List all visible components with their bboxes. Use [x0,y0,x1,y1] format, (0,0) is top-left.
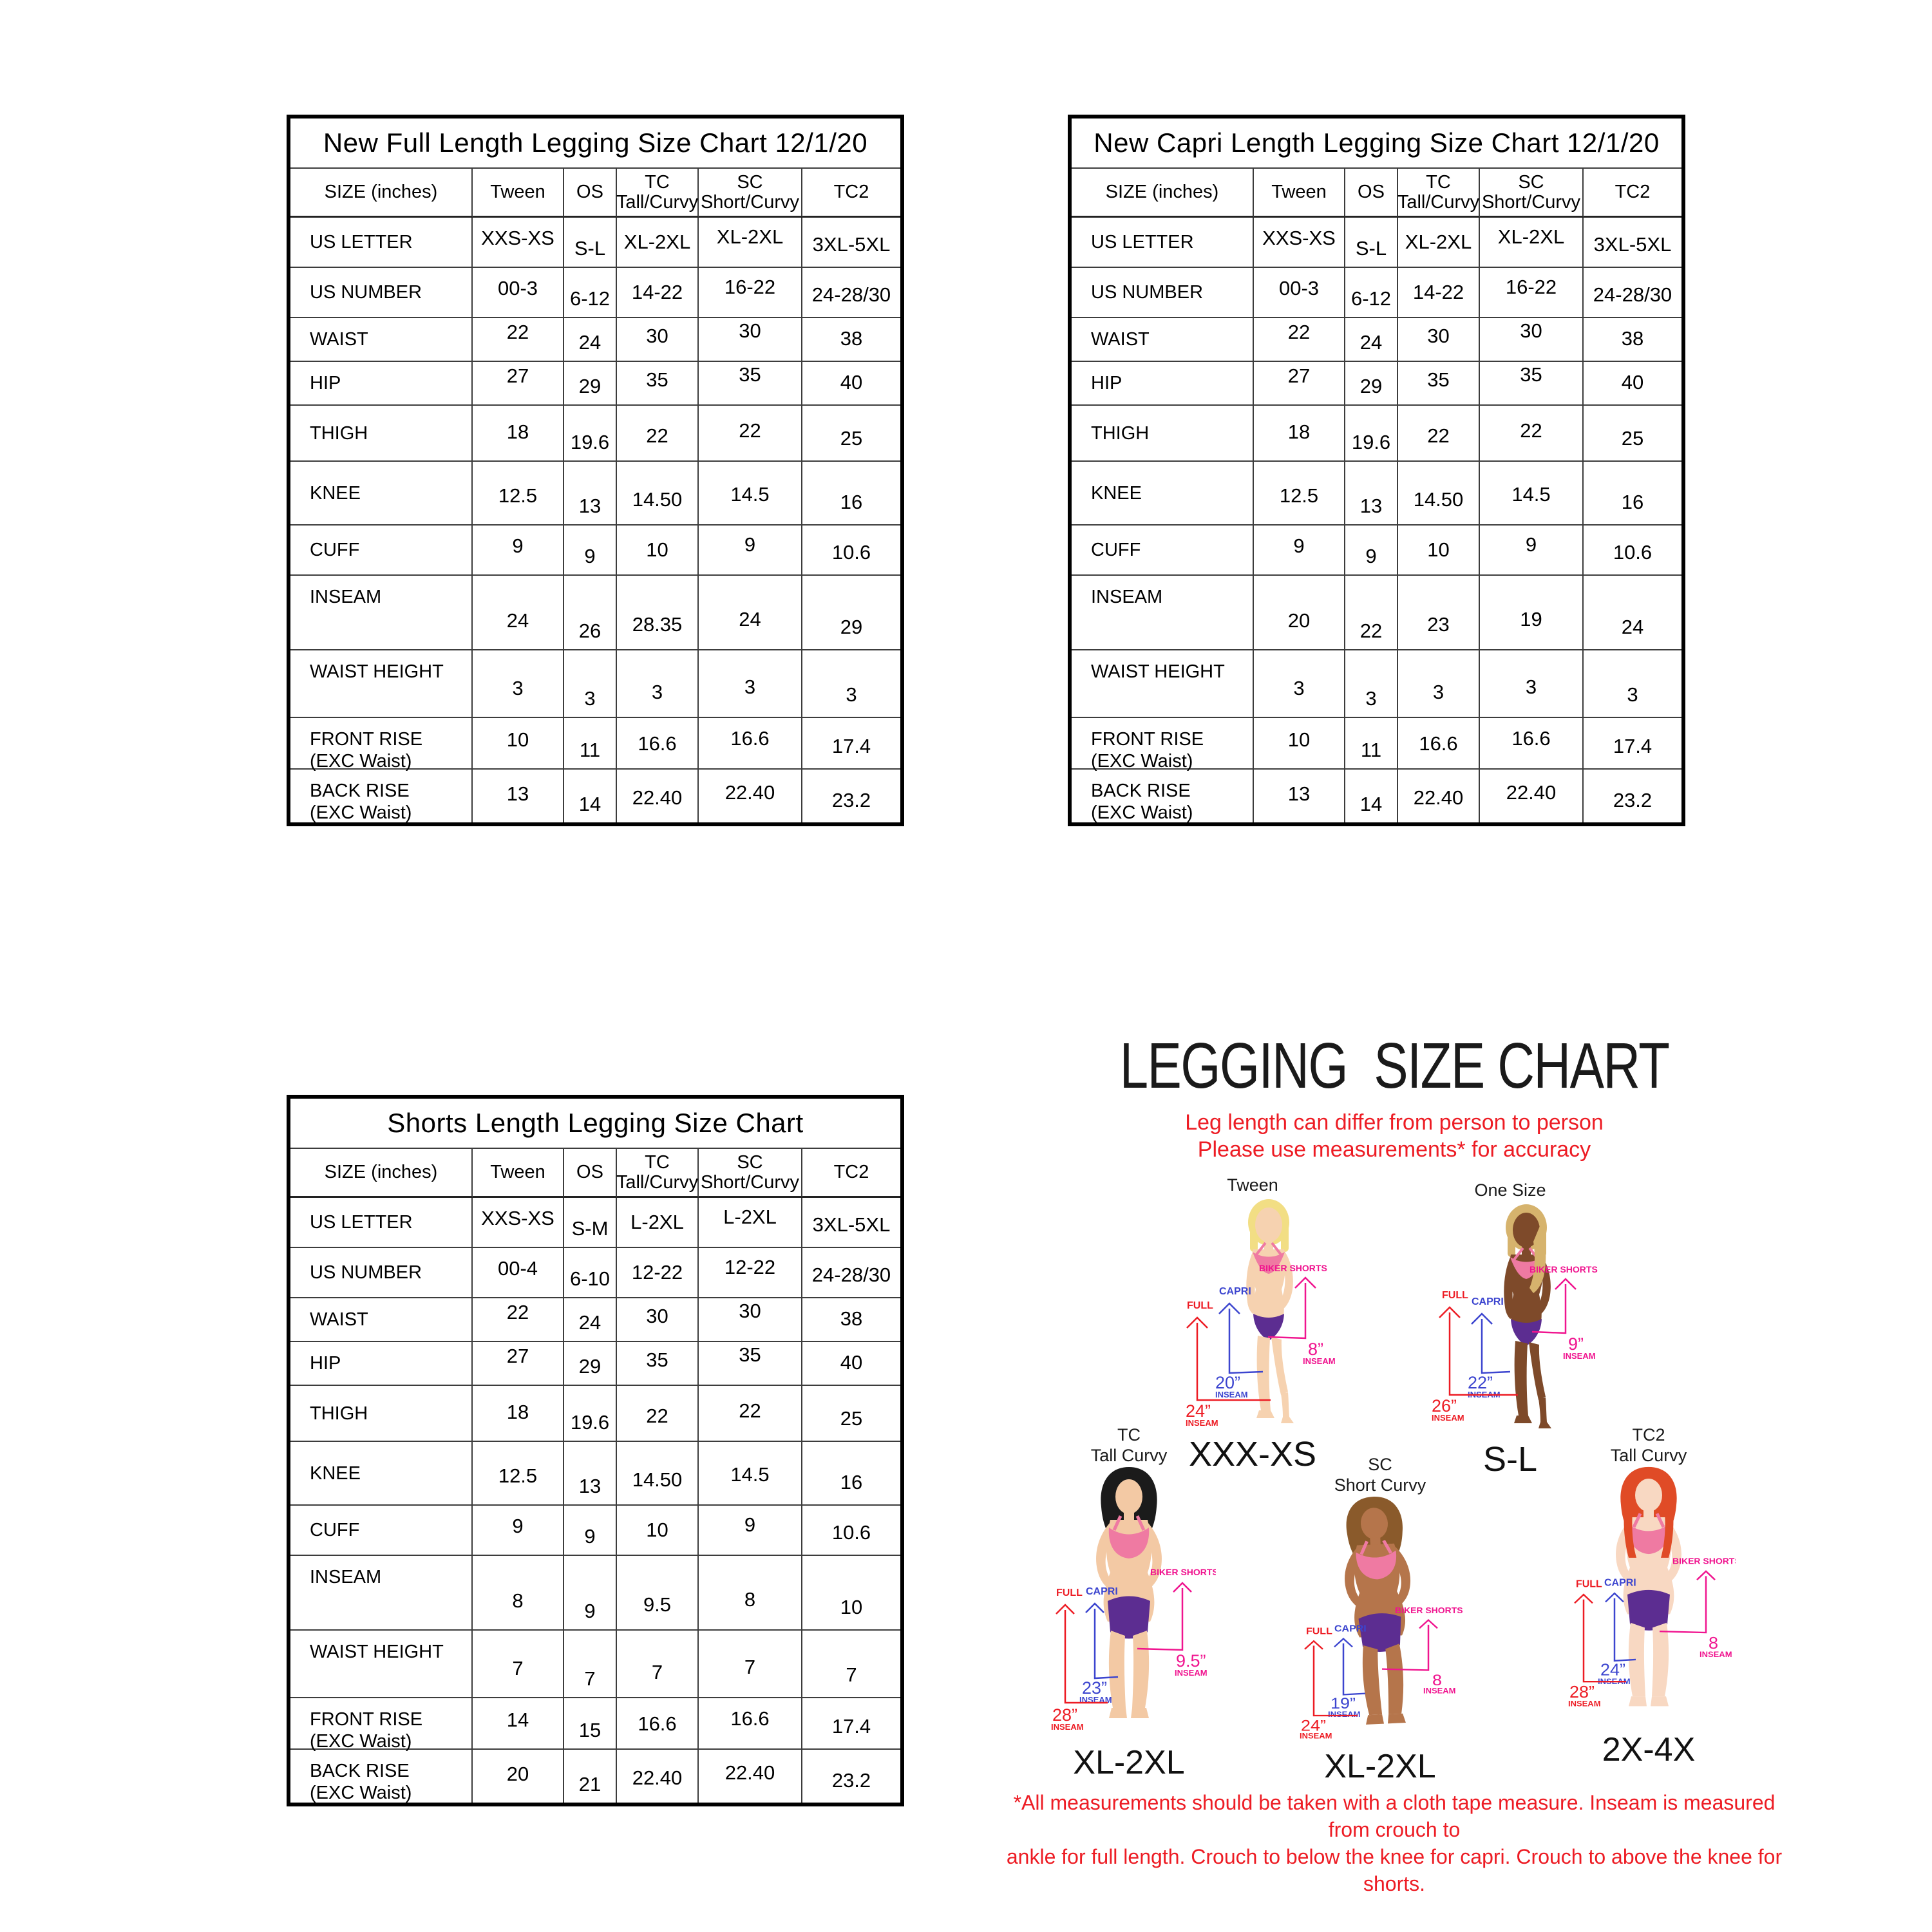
column-header: Tween [1254,169,1345,218]
size-value: 3 [1345,650,1398,718]
size-value: 30 [699,1298,802,1342]
size-value: 3XL-5XL [802,218,900,268]
svg-text:24”: 24” [1301,1717,1327,1735]
size-value: 13 [1345,462,1398,526]
size-value: 17.4 [1584,718,1681,770]
column-header: TC2 [802,1149,900,1198]
size-value: 25 [802,1386,900,1442]
size-value: 22 [699,406,802,462]
figure-illustration [1562,1466,1736,1723]
size-value: 29 [564,1342,617,1386]
size-value: 20 [1254,576,1345,650]
size-value: 23.2 [831,1769,871,1792]
size-value: XL-2XL [617,218,699,268]
row-label: US LETTER [290,1198,473,1248]
size-value: 17.4 [802,1698,900,1750]
size-value: 10 [802,1556,900,1631]
size-value: 35 [617,1342,699,1386]
svg-text:28”: 28” [1052,1705,1078,1725]
size-value: XXS-XS [1254,218,1345,268]
size-value: 22 [1398,406,1480,462]
size-value: 6-10 [564,1248,617,1298]
size-value: 22.40 [699,1750,802,1803]
size-value: XL-2XL [699,218,802,268]
size-value: L-2XL [617,1198,699,1248]
size-value: 12-22 [699,1248,802,1298]
capri-length-size-table [1068,115,1685,826]
size-value: 8 [699,1556,802,1631]
svg-text:BIKER SHORTS: BIKER SHORTS [1395,1605,1463,1615]
size-value: 16.6 [699,1698,802,1750]
subtitle-line-2: Please use measurements* for accuracy [1197,1137,1591,1162]
row-label: KNEE [290,462,473,526]
size-value: 26 [564,576,617,650]
size-value: 24 [473,576,564,650]
size-value: 9 [699,1506,802,1556]
row-label: US NUMBER [290,1248,473,1298]
size-value: 35 [699,362,802,406]
svg-text:INSEAM: INSEAM [1700,1650,1732,1660]
size-value: 40 [1584,362,1681,406]
row-label: US NUMBER [290,268,473,318]
svg-text:9”: 9” [1568,1334,1584,1354]
size-value: 30 [699,318,802,362]
size-value: 16-22 [1480,268,1584,318]
svg-text:INSEAM: INSEAM [1303,1356,1336,1366]
size-value: 16.6 [1480,718,1584,770]
size-value: 00-3 [473,268,564,318]
svg-text:INSEAM: INSEAM [1300,1731,1332,1740]
size-value: 22.40 [1480,770,1584,822]
size-value: 3XL-5XL [1584,218,1681,268]
row-label: CUFF [1072,526,1254,576]
column-header: TC Tall/Curvy [617,1149,699,1198]
size-value: 30 [617,1298,699,1342]
size-value: 16.6 [617,718,699,770]
svg-text:INSEAM: INSEAM [1186,1418,1218,1427]
table-title: New Capri Length Legging Size Chart 12/1/20 [1072,118,1681,169]
row-label: KNEE [290,1442,473,1506]
size-value: 16.6 [617,1698,699,1750]
footnote-line-1: *All measurements should be taken with a cloth tape measure. Inseam is measured from crouch to [1013,1791,1776,1841]
size-value: 8 [473,1556,564,1631]
row-label: WAIST HEIGHT [1072,650,1254,718]
size-value: 3XL-5XL [802,1198,900,1248]
size-value: 7 [802,1631,900,1698]
size-value: 24 [1584,576,1681,650]
size-value: 9 [699,526,802,576]
size-value: 14.5 [699,1442,802,1506]
size-value: 29 [802,576,900,650]
footnote-line-2: ankle for full length. Crouch to below the knee for capri. Crouch to above the knee for shorts. [1006,1845,1783,1895]
svg-text:CAPRI: CAPRI [1604,1577,1636,1589]
row-label: WAIST [290,318,473,362]
row-label: BACK RISE (EXC Waist) [290,1750,473,1803]
size-value: 9.5 [617,1556,699,1631]
svg-text:INSEAM: INSEAM [1468,1390,1501,1399]
size-value: 3 [1398,650,1480,718]
svg-text:FULL: FULL [1442,1290,1468,1301]
size-value: 12.5 [473,1442,564,1506]
size-value: 22.40 [699,770,802,822]
row-label: US NUMBER [1072,268,1254,318]
svg-text:INSEAM: INSEAM [1563,1351,1596,1361]
size-value: 21 [564,1750,617,1803]
size-value: S-L [1345,218,1398,268]
row-label: HIP [290,1342,473,1386]
svg-text:9.5”: 9.5” [1176,1651,1206,1671]
size-value: 38 [1584,318,1681,362]
svg-text:8: 8 [1709,1633,1719,1653]
size-value: 30 [1398,318,1480,362]
row-label: US LETTER [290,218,473,268]
figure-tc-tall-curvy [1042,1425,1216,1782]
table-title: New Full Length Legging Size Chart 12/1/20 [290,118,900,169]
size-value: 9 [473,526,564,576]
size-value: 14.5 [699,462,802,526]
size-value: L-2XL [699,1198,802,1248]
size-value: 19.6 [1345,406,1398,462]
size-value: 10.6 [1584,526,1681,576]
figure-size-label: 2X-4X [1602,1731,1696,1768]
svg-text:19”: 19” [1331,1695,1356,1712]
size-value: 12.5 [1254,462,1345,526]
column-header: SC Short/Curvy [699,169,802,218]
size-value: 10.6 [802,526,900,576]
row-label: FRONT RISE (EXC Waist) [1072,718,1254,770]
size-value: 35 [1398,362,1480,406]
svg-text:INSEAM: INSEAM [1568,1699,1601,1709]
size-header: SIZE (inches) [290,1149,473,1198]
row-label: HIP [290,362,473,406]
row-label: THIGH [290,406,473,462]
size-value: 12.5 [473,462,564,526]
figure-name: TC Tall Curvy [1090,1425,1168,1465]
shorts-length-size-table [287,1095,904,1806]
size-value: 3 [1480,650,1584,718]
size-value: 3 [1584,650,1681,718]
size-value: 16 [802,1442,900,1506]
column-header: OS [564,169,617,218]
size-value: 14.50 [617,462,699,526]
size-value: 23.2 [1613,789,1653,811]
svg-text:CAPRI: CAPRI [1334,1624,1367,1634]
size-value: XXS-XS [473,218,564,268]
size-value: 19 [1480,576,1584,650]
size-value: 22 [617,1386,699,1442]
size-header: SIZE (inches) [290,169,473,218]
measurement-footnote [992,1789,1797,1897]
size-value: 7 [564,1631,617,1698]
size-value: XXS-XS [473,1198,564,1248]
figure-name: Tween [1227,1175,1278,1195]
size-value: 16.6 [1398,718,1480,770]
figure-illustration [1414,1200,1607,1432]
size-value: 00-4 [473,1248,564,1298]
table-title: Shorts Length Legging Size Chart [290,1099,900,1149]
column-header: TC Tall/Curvy [617,169,699,218]
size-value: 9 [564,1556,617,1631]
size-value: 13 [1254,770,1345,822]
full-inseam-arrow-icon [1051,1587,1108,1732]
svg-text:BIKER SHORTS: BIKER SHORTS [1530,1264,1598,1274]
size-value: 9 [1254,526,1345,576]
size-value: 7 [699,1631,802,1698]
row-label: KNEE [1072,462,1254,526]
size-value: 17.4 [802,718,900,770]
svg-text:BIKER SHORTS: BIKER SHORTS [1672,1556,1736,1566]
size-value: 40 [802,1342,900,1386]
svg-text:INSEAM: INSEAM [1423,1687,1456,1696]
size-value: 14.50 [617,1442,699,1506]
size-value: 18 [473,1386,564,1442]
size-value: 7 [617,1631,699,1698]
size-value: 29 [564,362,617,406]
row-label: HIP [1072,362,1254,406]
size-value: 22.40 [1398,770,1480,822]
size-value: 18 [473,406,564,462]
size-value: 14 [564,770,617,822]
svg-text:20”: 20” [1215,1373,1241,1392]
row-label: WAIST [1072,318,1254,362]
size-value: 16 [1584,462,1681,526]
svg-text:CAPRI: CAPRI [1219,1286,1251,1297]
figure-illustration [1042,1466,1216,1736]
size-value: 38 [802,1298,900,1342]
size-value: 23.2 [831,789,871,811]
row-label: INSEAM [1072,576,1254,650]
svg-text:FULL: FULL [1576,1578,1602,1590]
svg-text:24”: 24” [1600,1660,1626,1680]
figure-sc-short-curvy [1293,1454,1467,1786]
size-value: 3 [473,650,564,718]
size-value: 6-12 [564,268,617,318]
size-value: S-M [564,1198,617,1248]
size-value: 22 [1254,318,1345,362]
size-value: 3 [699,650,802,718]
row-label: BACK RISE (EXC Waist) [290,770,473,822]
size-value: 22 [473,318,564,362]
size-value: 14 [1345,770,1398,822]
size-value: XL-2XL [1398,218,1480,268]
size-value: 11 [1345,718,1398,770]
svg-text:INSEAM: INSEAM [1598,1677,1631,1686]
svg-text:CAPRI: CAPRI [1472,1296,1504,1307]
size-value: 9 [1345,526,1398,576]
size-value: 10 [473,718,564,770]
svg-text:23”: 23” [1082,1678,1108,1698]
size-value: 9 [1480,526,1584,576]
size-value: 30 [1480,318,1584,362]
size-value: 38 [802,318,900,362]
figure-size-label: XL-2XL [1073,1744,1185,1781]
figure-illustration [1293,1495,1467,1740]
figure-name: SC Short Curvy [1334,1455,1426,1495]
size-header: SIZE (inches) [1072,169,1254,218]
svg-text:BIKER SHORTS: BIKER SHORTS [1150,1567,1216,1577]
column-header: SC Short/Curvy [1480,169,1584,218]
size-value: 22 [1345,576,1398,650]
svg-text:FULL: FULL [1306,1625,1332,1637]
size-value: 30 [617,318,699,362]
capri-inseam-arrow-icon [1328,1624,1367,1718]
section-title: LEGGING SIZE CHART [1119,1030,1669,1102]
size-value: 15 [564,1698,617,1750]
svg-text:CAPRI: CAPRI [1086,1586,1118,1597]
size-value: 12-22 [617,1248,699,1298]
svg-text:24”: 24” [1186,1401,1211,1421]
figure-name: One Size [1474,1180,1546,1200]
row-label: CUFF [290,526,473,576]
size-value: 20 [473,1750,564,1803]
row-label: US LETTER [1072,218,1254,268]
row-label: FRONT RISE (EXC Waist) [290,718,473,770]
svg-text:INSEAM: INSEAM [1079,1695,1112,1705]
size-value: 27 [473,362,564,406]
size-value: 14 [473,1698,564,1750]
figure-size-label: XL-2XL [1324,1748,1436,1785]
size-value: 7 [473,1631,564,1698]
svg-text:INSEAM: INSEAM [1432,1413,1464,1423]
size-value: 10.6 [802,1506,900,1556]
svg-text:FULL: FULL [1187,1300,1213,1311]
size-value: 19.6 [564,406,617,462]
size-value: 16.6 [699,718,802,770]
size-value: 22 [1480,406,1584,462]
size-value: 24 [1345,318,1398,362]
size-value: 3 [617,650,699,718]
size-value: 24-28/30 [1584,268,1681,318]
size-value: XL-2XL [1480,218,1584,268]
row-label: BACK RISE (EXC Waist) [1072,770,1254,822]
row-label: THIGH [1072,406,1254,462]
size-value: 10 [1398,526,1480,576]
row-label: INSEAM [290,576,473,650]
size-value: 6-12 [1345,268,1398,318]
size-value: 14.5 [1480,462,1584,526]
size-value: 35 [699,1342,802,1386]
size-value: 22.40 [617,770,699,822]
svg-text:8”: 8” [1308,1340,1324,1359]
size-value: 25 [1584,406,1681,462]
size-value: 3 [802,650,900,718]
size-value: 13 [564,462,617,526]
size-value: 27 [1254,362,1345,406]
size-value: 11 [564,718,617,770]
size-value: 3 [1254,650,1345,718]
row-label: THIGH [290,1386,473,1442]
size-value: S-L [564,218,617,268]
svg-text:22”: 22” [1468,1373,1493,1392]
figure-size-label: S-L [1482,1440,1538,1479]
size-value: 10 [617,1506,699,1556]
svg-text:INSEAM: INSEAM [1051,1722,1084,1732]
size-value: 19.6 [564,1386,617,1442]
row-label: FRONT RISE (EXC Waist) [290,1698,473,1750]
svg-text:INSEAM: INSEAM [1175,1668,1208,1678]
svg-text:INSEAM: INSEAM [1328,1710,1361,1719]
full-inseam-arrow-icon [1432,1290,1518,1423]
column-header: Tween [473,169,564,218]
size-value: 9 [564,526,617,576]
full-length-size-table [287,115,904,826]
column-header: OS [1345,169,1398,218]
size-value: 35 [617,362,699,406]
size-value: 00-3 [1254,268,1345,318]
size-value: 13 [564,1442,617,1506]
size-value: 24 [564,1298,617,1342]
row-label: WAIST HEIGHT [290,650,473,718]
size-value: 25 [802,406,900,462]
size-value: 14.50 [1398,462,1480,526]
column-header: TC Tall/Curvy [1398,169,1480,218]
size-value: 22.40 [617,1750,699,1803]
size-value: 16-22 [699,268,802,318]
figure-name: TC2 Tall Curvy [1610,1425,1687,1465]
column-header: Tween [473,1149,564,1198]
size-value: 40 [802,362,900,406]
column-header: OS [564,1149,617,1198]
row-label: INSEAM [290,1556,473,1631]
column-header: SC Short/Curvy [699,1149,802,1198]
figure-illustration [1156,1195,1349,1427]
size-value: 22 [699,1386,802,1442]
size-value: 9 [564,1506,617,1556]
full-inseam-arrow-icon [1568,1579,1626,1708]
size-value: 16 [802,462,900,526]
size-value: 27 [473,1342,564,1386]
size-value: 10 [617,526,699,576]
size-value: 24-28/30 [802,1248,900,1298]
size-value: 9 [473,1506,564,1556]
size-value: 35 [1480,362,1584,406]
svg-text:FULL: FULL [1056,1587,1083,1598]
size-value: 23 [1398,576,1480,650]
size-value: 24 [564,318,617,362]
size-value: 24 [699,576,802,650]
size-value: 10 [1254,718,1345,770]
size-value: 22 [473,1298,564,1342]
row-label: WAIST HEIGHT [290,1631,473,1698]
size-value: 14-22 [617,268,699,318]
figure-size-label: XXX-XS [1188,1435,1317,1473]
size-value: 22 [617,406,699,462]
section-subtitle [992,1109,1797,1163]
row-label: CUFF [290,1506,473,1556]
svg-text:INSEAM: INSEAM [1215,1390,1248,1399]
capri-inseam-arrow-icon [1468,1296,1510,1399]
column-header: TC2 [1584,169,1681,218]
column-header: TC2 [802,169,900,218]
figure-tc2-tall-curvy [1562,1425,1736,1769]
size-value: 29 [1345,362,1398,406]
svg-text:26”: 26” [1432,1396,1457,1416]
size-value: 13 [473,770,564,822]
svg-text:8: 8 [1432,1672,1443,1689]
size-value: 14-22 [1398,268,1480,318]
size-value: 24-28/30 [802,268,900,318]
size-value: 3 [564,650,617,718]
size-value: 18 [1254,406,1345,462]
row-label: WAIST [290,1298,473,1342]
subtitle-line-1: Leg length can differ from person to person [1185,1110,1604,1135]
size-value: 28.35 [617,576,699,650]
svg-text:28”: 28” [1569,1682,1595,1701]
svg-text:BIKER SHORTS: BIKER SHORTS [1259,1263,1327,1273]
